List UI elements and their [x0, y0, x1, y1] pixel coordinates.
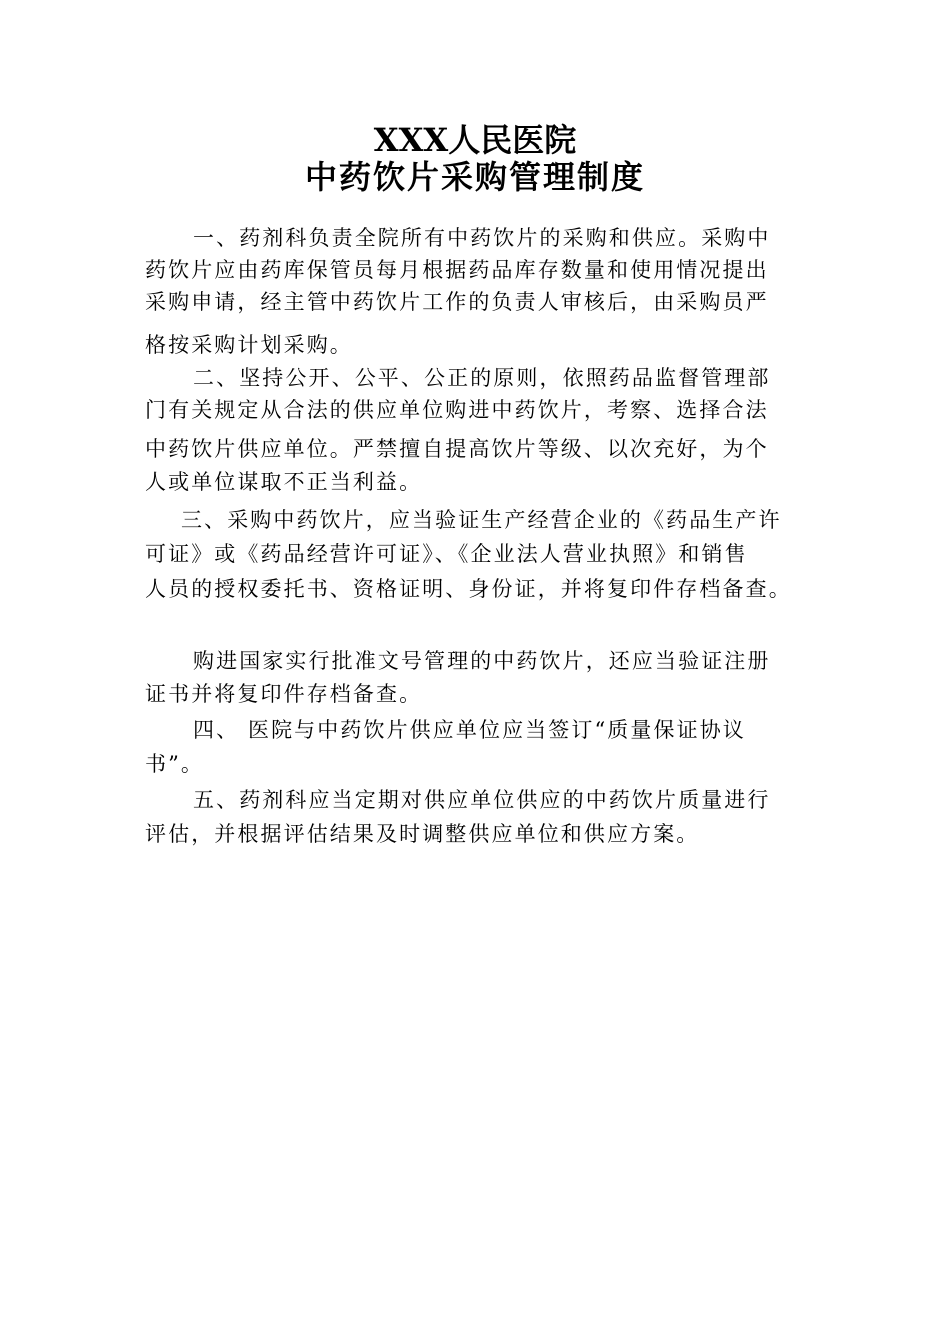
paragraph-3-line-2: 可证》或《药品经营许可证》、《企业法人营业执照》和销售 — [145, 542, 748, 566]
paragraph-5-line-1: 四、 医院与中药饮片供应单位应当签订“质量保证协议 — [193, 718, 746, 742]
paragraph-3-line-1: 三、采购中药饮片，应当验证生产经营企业的《药品生产许 — [181, 508, 782, 532]
paragraph-2-line-3: 中药饮片供应单位。严禁擅自提高饮片等级、以次充好，为个 — [145, 437, 769, 461]
paragraph-6-line-1: 五、药剂科应当定期对供应单位供应的中药饮片质量进行 — [193, 788, 771, 812]
document-title: 中药饮片采购管理制度 — [304, 158, 645, 196]
paragraph-1-line-4: 格按采购计划采购。 — [145, 333, 353, 357]
paragraph-1-line-1: 一、药剂科负责全院所有中药饮片的采购和供应。采购中 — [193, 226, 771, 250]
paragraph-2-line-4: 人或单位谋取不正当利益。 — [145, 470, 423, 494]
paragraph-4-line-2: 证书并将复印件存档备查。 — [145, 682, 423, 706]
hospital-name-title: XXX人民医院 — [373, 121, 577, 159]
paragraph-2-line-1: 二、坚持公开、公平、公正的原则，依照药品监督管理部 — [193, 366, 771, 390]
paragraph-3-line-3: 人员的授权委托书、资格证明、身份证，并将复印件存档备查。 — [145, 577, 792, 601]
paragraph-2-line-2: 门有关规定从合法的供应单位购进中药饮片，考察、选择合法 — [145, 398, 769, 422]
paragraph-5-line-2: 书”。 — [145, 752, 205, 776]
paragraph-1-line-2: 药饮片应由药库保管员每月根据药品库存数量和使用情况提出 — [145, 258, 769, 282]
paragraph-4-line-1: 购进国家实行批准文号管理的中药饮片，还应当验证注册 — [193, 649, 771, 673]
paragraph-6-line-2: 评估，并根据评估结果及时调整供应单位和供应方案。 — [145, 822, 700, 846]
paragraph-1-line-3: 采购申请，经主管中药饮片工作的负责人审核后，由采购员严 — [145, 290, 769, 314]
